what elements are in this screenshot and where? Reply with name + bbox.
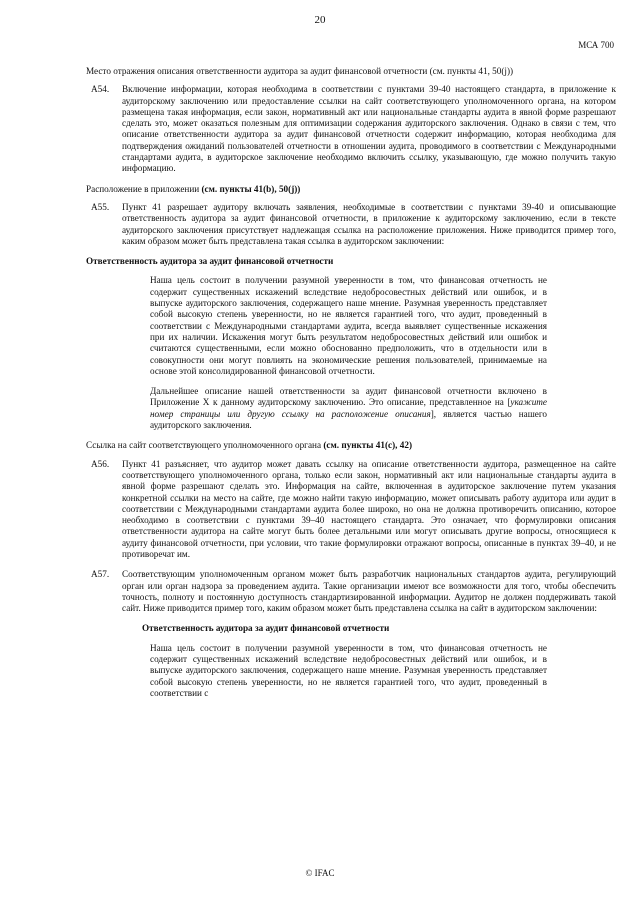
paragraph-number: A57. [91,569,110,580]
paragraph-text: Пункт 41 разъясняет, что аудитор может давать ссылку на описание ответственности аудитора, размещенное на сайте соответствующего уполномоченного органа, только если закон, нормативный акт или национальные стандарты аудита в явной форме разрешают сделать это. Информация на сайте, включенная в аудиторское заключение путем указания конкретной ссылки на место на сайте, где можно найти такую информацию, может описывать работу аудитора или аудит в соответствии с Международными стандартами аудита более широко, но она не должна противоречить описанию, которое необходимо в соответствии с пунктами 39–40 настоящего стандарта. Это означает, что формулировки описания ответственности аудитора на сайте могут быть более детальными или могут описывать другие вопросы, относящиеся к аудиту финансовой отчетности, при условии, что такие формулировки отражают вопросы, описанные в пунктах 39–40, и не противоречат им. [122,458,616,559]
paragraph-number: A55. [91,201,110,212]
paragraph-a55 [86,202,616,247]
example-block [150,643,547,699]
paragraph-text: Включение информации, которая необходима в соответствии с пунктами 39-40 настоящего стандарта, в приложение к аудиторскому заключению или предоставление ссылки на сайт соответствующего уполномоченного органа, на котором размещена такая информация, если закон, нормативный акт или национальные стандарты аудита в явной форме разрешают сделать это, может оказаться полезным для оптимизации содержания аудиторского заключения. Однако в связи с тем, что описание ответственности аудитора за аудит финансовой отчетности содержит информацию, которая необходима для подтверждения ожиданий пользователей отчетности в отношении аудита, проводимого в соответствии с Международными стандартами аудита, в аудиторское заключение необходимо включить ссылку, указывающую, где можно получить такую информацию. [122,84,616,174]
paragraph-text: Соответствующим уполномоченным органом может быть разработчик национальных стандартов аудита, регулирующий орган или орган надзора за проведением аудита. Такие организации имеют все возможности для того, чтобы обеспечить точность, полноту и постоянную доступность стандартизированной информации. Аудитор не должен поддерживать такой сайт. Ниже приводится пример того, каким образом может быть представлена ссылка на сайт в аудиторском заключении: [122,569,616,614]
heading-reference: (см. пункты 41(b), 50(j)) [201,183,301,194]
paragraph-a57 [86,569,616,614]
example-text: Дальнейшее описание нашей ответственности за аудит финансовой отчетности включено в Приложение X к данному аудиторскому заключению. Это описание, представленное на [ [150,386,547,408]
example-title: Ответственность аудитора за аудит финансовой отчетности [86,256,334,267]
example-placeholder: укажите номер страницы или другую ссылку на расположение описания [150,397,547,419]
copyright-footer: © IFAC [305,868,335,878]
example-title: Ответственность аудитора за аудит финансовой отчетности [142,623,390,634]
standard-label: МСА 700 [578,40,614,50]
document-body [86,66,616,708]
example-block [150,275,547,431]
paragraph-a56 [86,459,616,561]
paragraph-a54 [86,84,616,174]
example-paragraph: Наша цель состоит в получении разумной уверенности в том, что финансовая отчетность не содержит существенных искажений вследствие недобросовестных действий или ошибок, и в выпуске аудиторского заключения, содержащего наше мнение. Разумная уверенность представляет собой высокую степень уверенности, но не является гарантией того, что аудит, проведенный в соответствии с [150,642,547,698]
example-paragraph: Наша цель состоит в получении разумной уверенности в том, что финансовая отчетность не содержит существенных искажений вследствие недобросовестных действий или ошибок, и в выпуске аудиторского заключения, содержащего наше мнение. Разумная уверенность представляет собой высокую степень уверенности, но не является гарантией того, что аудит, проведенный в соответствии с Международными стандартами аудита, всегда выявляет существенные искажения при их наличии. Искажения могут быть результатом недобросовестных действий или ошибок и считаются существенными, если можно обоснованно предположить, что в отдельности или в совокупности они могут повлиять на экономические решения пользователей, принимаемые на основе этой консолидированной финансовой отчетности. [150,275,547,376]
example-text: ], является частью нашего аудиторского заключения. [150,408,547,431]
example-paragraph [150,386,547,431]
paragraph-number: A56. [91,458,110,469]
paragraph-text: Пункт 41 разрешает аудитору включать заявления, необходимые в соответствии с пунктами 39-40 и описывающие ответственность аудитора за аудит финансовой отчетности, в приложение к аудиторскому заключению, если в тексте аудиторского заключения присутствует надлежащая ссылка на расположение приложения. Ниже приводится пример того, каким образом может быть представлена такая ссылка в аудиторском заключении: [122,201,616,246]
heading-text: Расположение в приложении [86,183,202,194]
page-number: 20 [314,14,326,26]
heading-text: Ссылка на сайт соответствующего уполномоченного органа [86,440,324,451]
paragraph-number: A54. [91,84,110,95]
heading-reference: (см. пункты 41(с), 42) [323,440,413,451]
section-heading-placement: Место отражения описания ответственности аудитора за аудит финансовой отчетности (см. пункты 41, 50(j)) [86,66,514,76]
section-heading-appendix [86,184,616,195]
section-heading-website [86,440,616,451]
